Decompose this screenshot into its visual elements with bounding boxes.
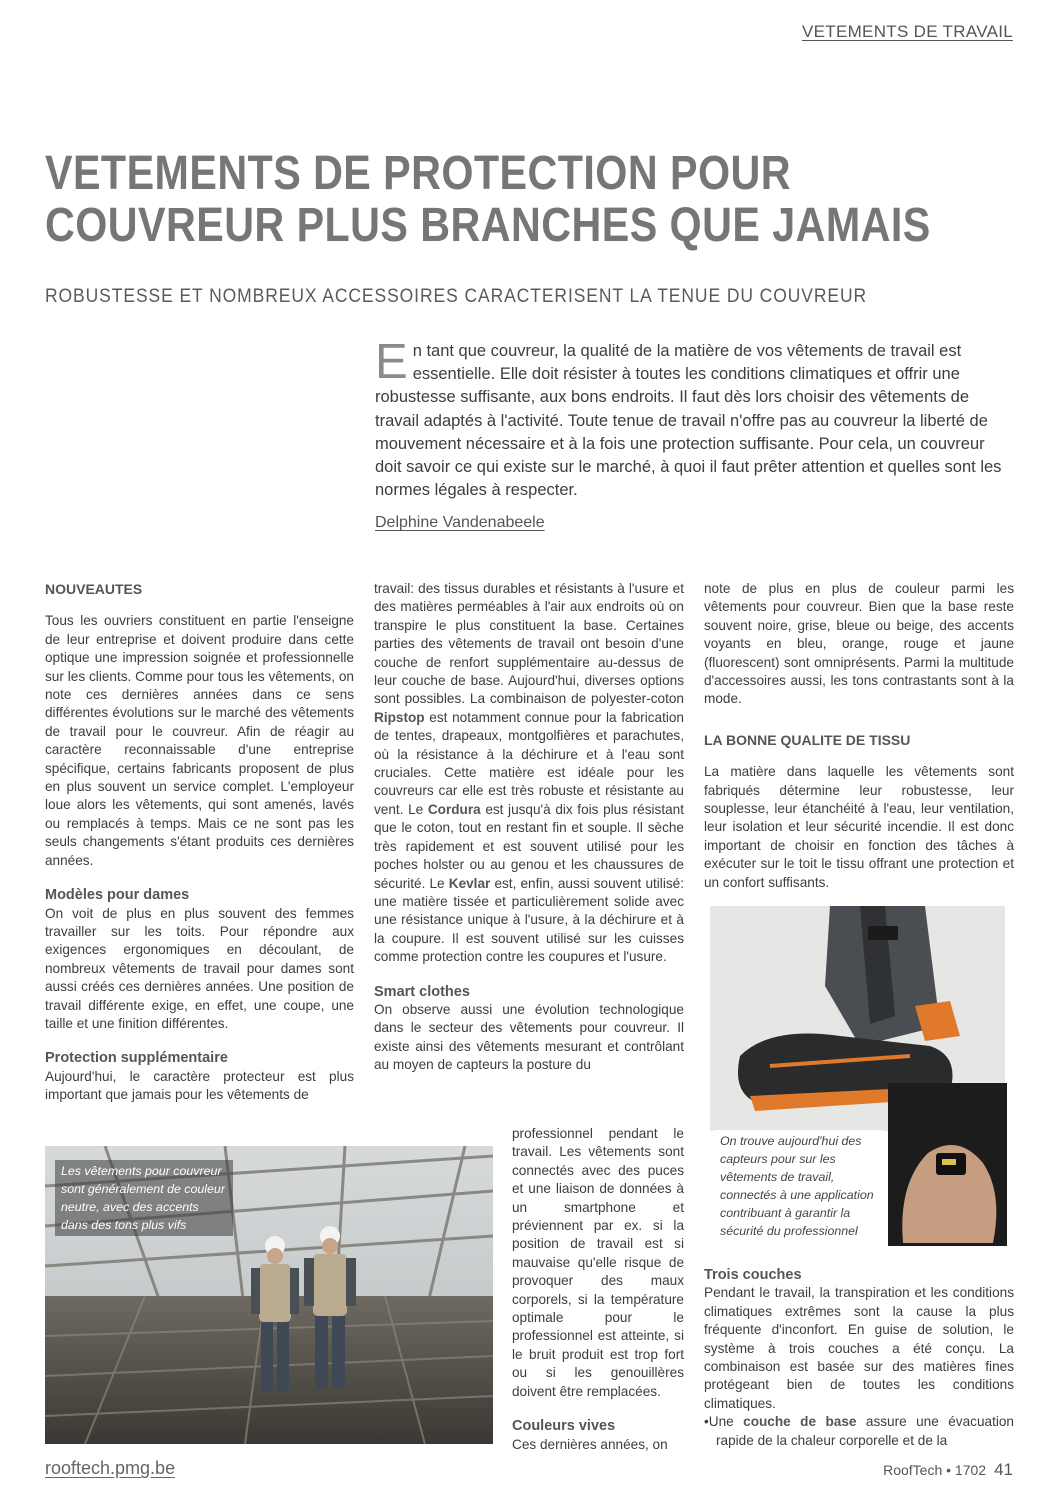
page-number: 41 <box>994 1460 1013 1479</box>
paragraph-couleurs: Ces dernières années, on <box>512 1436 668 1452</box>
bullet-base-layer <box>704 1413 1014 1450</box>
issue-label: RoofTech • 1702 <box>883 1462 987 1478</box>
term-ripstop: Ripstop <box>374 709 425 725</box>
sensor-hand-image <box>888 1083 1007 1246</box>
heading-dames: Modèles pour dames <box>45 887 190 904</box>
heading-nouveautes: NOUVEAUTES <box>45 581 143 597</box>
article-column-2-lower <box>512 1125 684 1454</box>
page-subtitle: ROBUSTESSE ET NOMBREUX ACCESSOIRES CARACTERISENT LA TENUE DU COUVREUR <box>45 286 868 307</box>
text-span: est, enfin, aussi souvent utilisé: une matière tissée et particulièrement solide avec une résistance unique à l'usure, à la déchirure et à la coupure. Il est souvent utilisé sur les cuisses comme protection contre les coupures et l'usure. <box>374 875 684 965</box>
heading-smart: Smart clothes <box>374 983 470 1000</box>
paragraph-smart: On observe aussi une évolution technologique dans le secteur des vêtements pour couvreur. Il existe ainsi des vêtements mesurant et contrôlant au moyen de capteurs la posture du <box>374 1001 684 1073</box>
heading-qualite: LA BONNE QUALITE DE TISSU <box>704 731 911 748</box>
article-column-2 <box>374 580 684 1075</box>
caption-workers: Les vêtements pour couvreur sont généralement de couleur neutre, avec des accents dans des tons plus vifs <box>55 1160 233 1236</box>
page-title <box>45 147 931 252</box>
intro-text: n tant que couvreur, la qualité de la matière de vos vêtements de travail est essentielle. Elle doit résister à toutes les conditions climatiques et offrir une robustesse suffisante, aux bons endroits. Il faut dès lors choisir des vêtements de travail adaptés à l'activité. Toute tenue de travail n'offre pas au couvreur la liberté de mouvement nécessaire et à la fois une protection suffisante. Pour cela, un couvreur doit savoir ce qui existe sur le marché, à quoi il faut prêter attention et quelles sont les normes légales à respecter. <box>375 342 1002 500</box>
caption-sensors: On trouve aujourd'hui des capteurs pour sur les vêtements de travail, connectés à une application contribuant à garantir la sécurité du professionnel <box>714 1130 882 1242</box>
article-column-3 <box>704 580 1014 892</box>
article-column-3-lower <box>704 1266 1014 1450</box>
paragraph-protection: Aujourd'hui, le caractère protecteur est plus important que jamais pour les vêtements de <box>45 1068 354 1103</box>
paragraph-couches: Pendant le travail, la transpiration et les conditions climatiques extrêmes sont la cause la plus fréquente d'inconfort. En guise de solution, le système à trois couches a été conçu. La combinaison est basée sur des matières fines protégeant bien de toutes les conditions climatiques. <box>704 1285 1014 1411</box>
article-column-1 <box>45 580 354 1105</box>
paragraph-nouveautes: Tous les ouvriers constituent en partie l'enseigne de leur entreprise et doivent produire dans cette optique une impression soignée et professionnelle sur les clients. Comme pour tous les vêtements, on note ces dernières années dans ce sens différentes évolutions sur le marché des vêtements de travail pour le couvreur. Afin de réagir au caractère reconnaissable d'une entreprise spécifique, certains fabricants proposent de plus en plus souvent un service complet. L'employeur loue alors les vêtements, qui sont amenés, lavés ou remplacés à temps. Mais ce ne sont pas les seuls changements s'étant produits ces dernières années. <box>45 613 354 868</box>
paragraph-couleurs-cont: note de plus en plus de couleur parmi les vêtements pour couvreur. Bien que la base reste souvent noire, grise, bleue ou beige, des accents voyants en bleu, orange, rouge et jaune (fluorescent) sont omniprésents. Parmi la multitude d'accessoires aussi, les tons contrastants sont à la mode. <box>704 581 1014 707</box>
heading-couleurs: Couleurs vives <box>512 1418 616 1435</box>
bullet-marker: •Une <box>704 1414 744 1430</box>
text-span: est jusqu'à dix fois plus résistant que le coton, tout en restant fin et souple. Il sèche très rapidement et est souvent utilisé pour les poches holster ou au genou et les chaussures de sécurité. Le <box>374 801 684 891</box>
paragraph-smart-cont: professionnel pendant le travail. Les vêtements sont connectés avec des puces et une liaison de données à un smartphone et préviennent par ex. si la position de travail est si mauvaise qu'elle risque de provoquer des maux corporels, si la température optimale pour le professionnel est atteinte, si le bruit produit est trop fort ou si les genouillères doivent être remplacées. <box>512 1126 684 1399</box>
section-tag: VETEMENTS DE TRAVAIL <box>802 22 1013 41</box>
footer-website-link[interactable]: rooftech.pmg.be <box>45 1458 176 1478</box>
text-span: assure une évacuation rapide de la chaleur corporelle et de la <box>716 1414 1014 1448</box>
title-line-2: COUVREUR PLUS BRANCHES QUE JAMAIS <box>45 199 931 252</box>
author-name: Delphine Vandenabeele <box>375 514 545 531</box>
text-span: est notamment connue pour la fabrication de tentes, drapeaux, montgolfières et parachutes, où la résistance à la déchirure et à l'eau sont cruciales. Cette matière est idéale pour les couvreurs car elle est très robuste et résistante au vent. Le <box>374 709 684 817</box>
intro-paragraph <box>375 335 1011 502</box>
text-span: travail: des tissus durables et résistants à l'usure et des matières perméables à l'air aux endroits où on transpire le plus constituent la base. Certaines parties des vêtements de travail ont besoin d'une couche de renfort supplémentaire au-dessus de leur couche de base. Aujourd'hui, diverses options sont possibles. La combinaison de polyester-coton <box>374 581 684 707</box>
term-couche-base: couche de base <box>743 1414 857 1430</box>
paragraph-materials <box>374 580 684 967</box>
footer-issue <box>883 1460 1013 1480</box>
dropcap: E <box>375 335 408 389</box>
sensor-hand-photo <box>888 1083 1007 1246</box>
heading-protection: Protection supplémentaire <box>45 1050 228 1067</box>
term-kevlar: Kevlar <box>448 875 491 891</box>
term-cordura: Cordura <box>427 801 481 817</box>
heading-couches: Trois couches <box>704 1267 802 1283</box>
paragraph-qualite: La matière dans laquelle les vêtements sont fabriqués détermine leur robustesse, leur souplesse, leur étanchéité à l'eau, leur ventilation, leur isolation et leur sécurité incendie. Il est donc important de choisir en fonction des tâches à exécuter sur le toit le tissu offrant une protection et un confort suffisants. <box>704 764 1014 890</box>
paragraph-dames: On voit de plus en plus souvent des femmes travailler sur les toits. Pour répondre aux exigences ergonomiques en découlant, de nombreux vêtements de travail pour dames sont aussi créés ces dernières années. Une position de travail différente exige, en effet, une coupe, une taille et une finition différentes. <box>45 905 354 1031</box>
title-line-1: VETEMENTS DE PROTECTION POUR <box>45 147 791 200</box>
